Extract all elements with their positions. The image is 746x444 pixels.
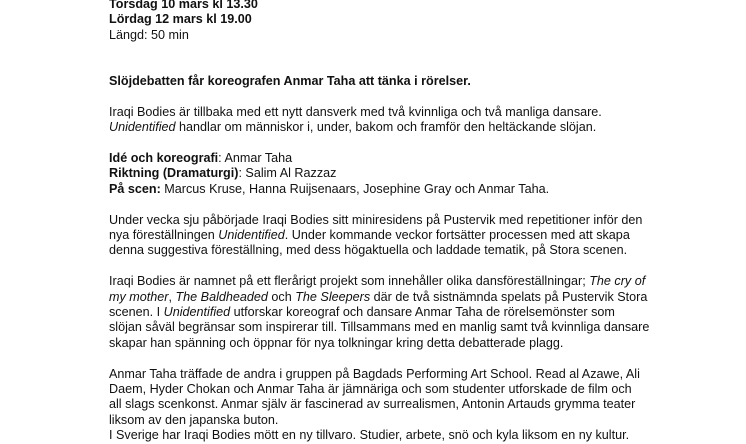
para1-line-2: nya föreställningen Unidentified. Under kommande veckor fortsätter processen med att skapa: [109, 228, 630, 243]
title-unidentified: Unidentified: [109, 120, 176, 135]
para3-line-2: Daem, Hyder Chokan och Anmar Taha är jämnäriga och som studenter utforskade de film och: [109, 382, 632, 397]
intro-line-1: Iraqi Bodies är tillbaka med ett nytt dansverk med två kvinnliga och två manliga dansare.: [109, 104, 602, 119]
date-thursday: Torsdag 10 mars kl 13.30: [109, 0, 258, 11]
para2-line-2: my mother, The Baldheaded och The Sleepers där de två sistnämnda spelats på Pustervik Stora: [109, 289, 648, 304]
para2-line-4: slöjan såväl begränsar som inspirerar till. Tillsammans med en manlig samt två kvinnliga dansare: [109, 320, 650, 335]
duration: Längd: 50 min: [109, 27, 189, 42]
document-page: [109, 0, 729, 444]
para3-line-3: all slags scenkonst. Anmar själv är fascinerad av surrealismen, Antonin Artauds grymma teater: [109, 397, 636, 412]
para1-line-3: denna suggestiva föreställning, med dess högaktuella och laddade tematik, på Stora scenen.: [109, 243, 628, 258]
intro-line-2: Unidentified handlar om människor i, under, bakom och framför den heltäckande slöjan.: [109, 120, 597, 135]
credit-idea: Idé och koreografi: Anmar Taha: [109, 151, 293, 165]
credit-direction: Riktning (Dramaturgi): Salim Al Razzaz: [109, 166, 337, 181]
date-saturday: Lördag 12 mars kl 19.00: [109, 12, 252, 27]
credit-stage: På scen: Marcus Kruse, Hanna Ruijsenaars, Josephine Gray och Anmar Taha.: [109, 181, 550, 196]
para2-line-5: skapar han spänning och öppnar för nya tolkningar kring detta debatterade plagg.: [109, 335, 564, 350]
para3-line-5: I Sverige har Iraqi Bodies mött en ny tillvaro. Studier, arbete, snö och kyla liksom en ny kultur.: [109, 428, 630, 443]
para3-line-4: liksom av den japanska buton.: [109, 412, 279, 427]
para3-line-1: Anmar Taha träffade de andra i gruppen på Bagdads Performing Art School. Read al Azawe, Ali: [109, 366, 640, 381]
para2-line-1: Iraqi Bodies är namnet på ett flerårigt projekt som innehåller olika dansföreställningar; The cry of: [109, 274, 646, 289]
para2-line-3: scenen. I Unidentified utforskar koreograf och dansare Anmar Taha de rörelsemönster som: [109, 305, 615, 320]
headline: Slöjdebatten får koreografen Anmar Taha att tänka i rörelser.: [109, 74, 471, 88]
para1-line-1: Under vecka sju påbörjade Iraqi Bodies sitt miniresidens på Pustervik med repetitioner inför den: [109, 212, 643, 227]
